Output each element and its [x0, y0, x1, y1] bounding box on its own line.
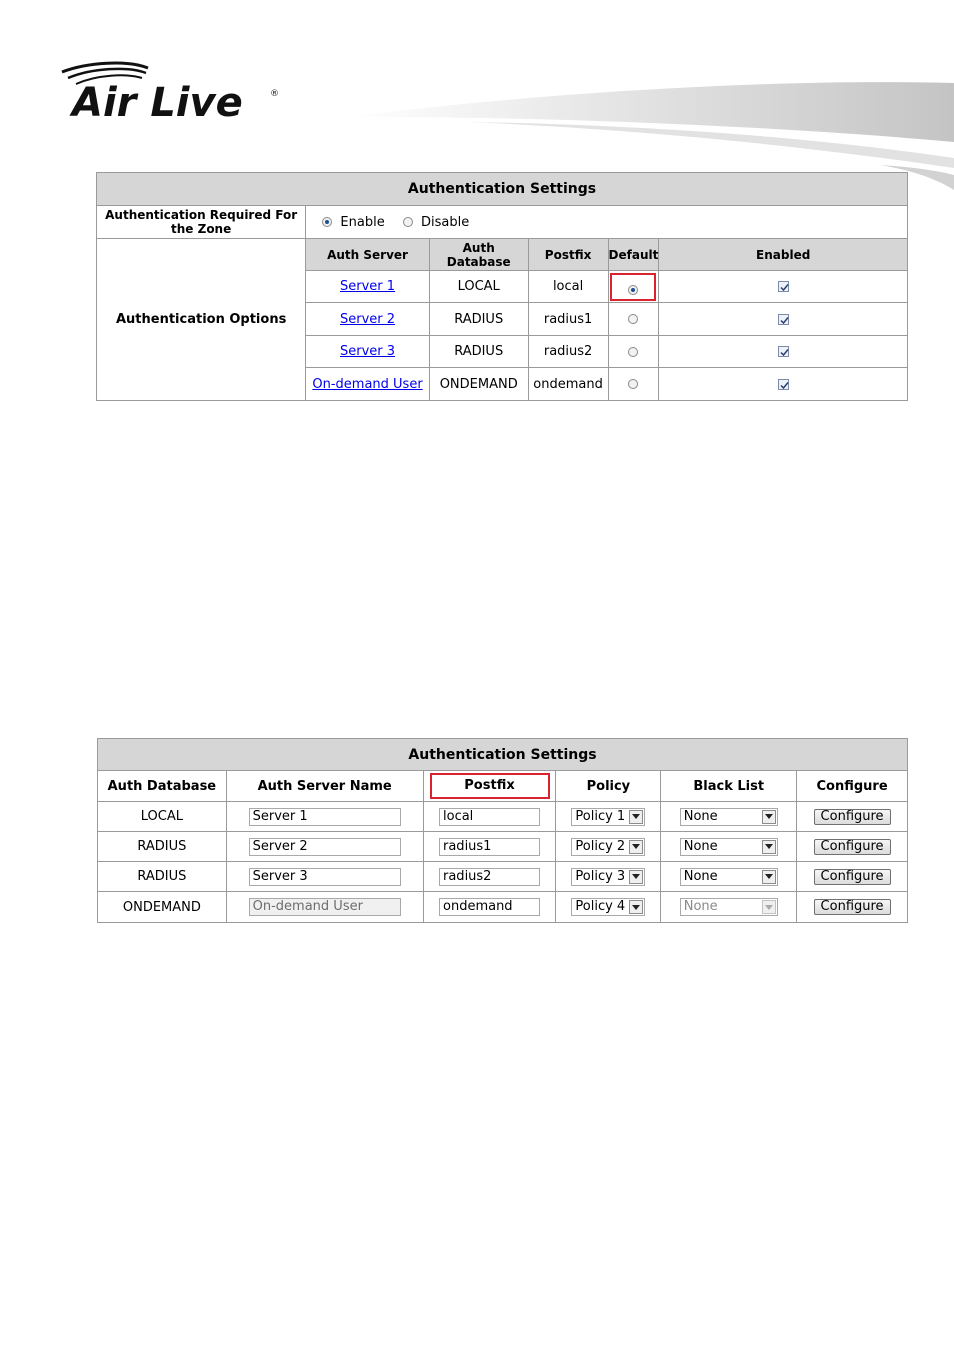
col-header-configure: Configure: [797, 771, 908, 802]
col-header-enabled: Enabled: [659, 239, 908, 271]
default-radio[interactable]: [628, 314, 638, 324]
auth-database-cell: LOCAL: [429, 271, 528, 303]
auth-database-cell: RADIUS: [98, 862, 227, 892]
col-header-default: Default: [608, 239, 659, 271]
dropdown-arrow-icon: [762, 870, 776, 884]
highlight-box: [430, 773, 550, 799]
postfix-input[interactable]: radius2: [439, 868, 540, 886]
blacklist-select[interactable]: None: [680, 838, 778, 856]
table-title: Authentication Settings: [97, 173, 908, 206]
enable-label: Enable: [340, 214, 385, 230]
postfix-cell: radius1: [528, 303, 608, 336]
auth-database-cell: RADIUS: [429, 303, 528, 336]
auth-database-cell: RADIUS: [429, 336, 528, 368]
policy-select[interactable]: Policy 1: [571, 808, 645, 826]
auth-database-cell: ONDEMAND: [98, 892, 227, 923]
checkmark-icon: [779, 380, 790, 391]
server-link[interactable]: Server 2: [340, 311, 396, 327]
col-header-auth-database: Auth Database: [429, 239, 528, 271]
checkmark-icon: [779, 282, 790, 293]
postfix-input[interactable]: local: [439, 808, 540, 826]
server-link[interactable]: Server 3: [340, 344, 396, 359]
dropdown-arrow-icon: [762, 810, 776, 824]
policy-select[interactable]: Policy 4: [571, 898, 645, 916]
configure-button[interactable]: Configure: [814, 809, 891, 825]
policy-select[interactable]: Policy 2: [571, 838, 645, 856]
postfix-input[interactable]: ondemand: [439, 898, 540, 916]
configure-button[interactable]: Configure: [814, 869, 891, 885]
enabled-checkbox[interactable]: [778, 379, 789, 390]
col-header-black-list: Black List: [661, 771, 797, 802]
default-radio[interactable]: [628, 347, 638, 357]
dropdown-arrow-icon: [629, 840, 643, 854]
col-header-postfix: Postfix: [464, 778, 515, 793]
auth-database-cell: ONDEMAND: [429, 368, 528, 401]
dropdown-arrow-icon: [762, 900, 776, 914]
col-header-policy: Policy: [556, 771, 661, 802]
server-link[interactable]: Server 1: [340, 279, 396, 294]
configure-button[interactable]: Configure: [814, 839, 891, 855]
enabled-checkbox[interactable]: [778, 314, 789, 325]
configure-button[interactable]: Configure: [814, 899, 891, 915]
table-row: [98, 832, 908, 862]
blacklist-select[interactable]: None: [680, 868, 778, 886]
col-header-auth-server-name: Auth Server Name: [226, 771, 423, 802]
blacklist-select[interactable]: None: [680, 808, 778, 826]
server-name-input[interactable]: Server 2: [249, 838, 401, 856]
server-name-input[interactable]: Server 1: [249, 808, 401, 826]
postfix-cell: radius2: [528, 336, 608, 368]
table-row: [98, 892, 908, 923]
svg-text:®: ®: [270, 89, 279, 99]
dropdown-arrow-icon: [629, 810, 643, 824]
blacklist-select: None: [680, 898, 778, 916]
server-link[interactable]: On-demand User: [312, 376, 423, 392]
server-name-input[interactable]: Server 3: [249, 868, 401, 886]
default-radio[interactable]: [628, 285, 638, 295]
default-radio[interactable]: [628, 379, 638, 389]
dropdown-arrow-icon: [629, 870, 643, 884]
checkmark-icon: [779, 315, 790, 326]
auth-options-label: Authentication Options: [97, 239, 306, 401]
checkmark-icon: [779, 347, 790, 358]
postfix-cell: ondemand: [528, 368, 608, 401]
enabled-checkbox[interactable]: [778, 346, 789, 357]
policy-select[interactable]: Policy 3: [571, 868, 645, 886]
table-row: [98, 862, 908, 892]
disable-label: Disable: [420, 214, 470, 230]
server-name-input: On-demand User: [249, 898, 401, 916]
postfix-input[interactable]: radius1: [439, 838, 540, 856]
table-row: [98, 802, 908, 832]
postfix-cell: local: [528, 271, 608, 303]
zone-label: Authentication Required For the Zone: [97, 206, 306, 239]
col-header-postfix: Postfix: [528, 239, 608, 271]
auth-settings-table-2: [97, 738, 908, 923]
highlight-box: [610, 273, 656, 301]
logo-text: Air Live: [72, 80, 243, 126]
auth-database-cell: LOCAL: [98, 802, 227, 832]
enable-radio[interactable]: [322, 217, 332, 227]
col-header-auth-server: Auth Server: [306, 239, 430, 271]
dropdown-arrow-icon: [629, 900, 643, 914]
disable-radio[interactable]: [403, 217, 413, 227]
col-header-auth-database: Auth Database: [98, 771, 227, 802]
table-title: Authentication Settings: [98, 739, 908, 771]
auth-database-cell: RADIUS: [98, 832, 227, 862]
enabled-checkbox[interactable]: [778, 281, 789, 292]
dropdown-arrow-icon: [762, 840, 776, 854]
auth-settings-table-1: [96, 172, 908, 401]
airlive-logo: [58, 58, 288, 128]
